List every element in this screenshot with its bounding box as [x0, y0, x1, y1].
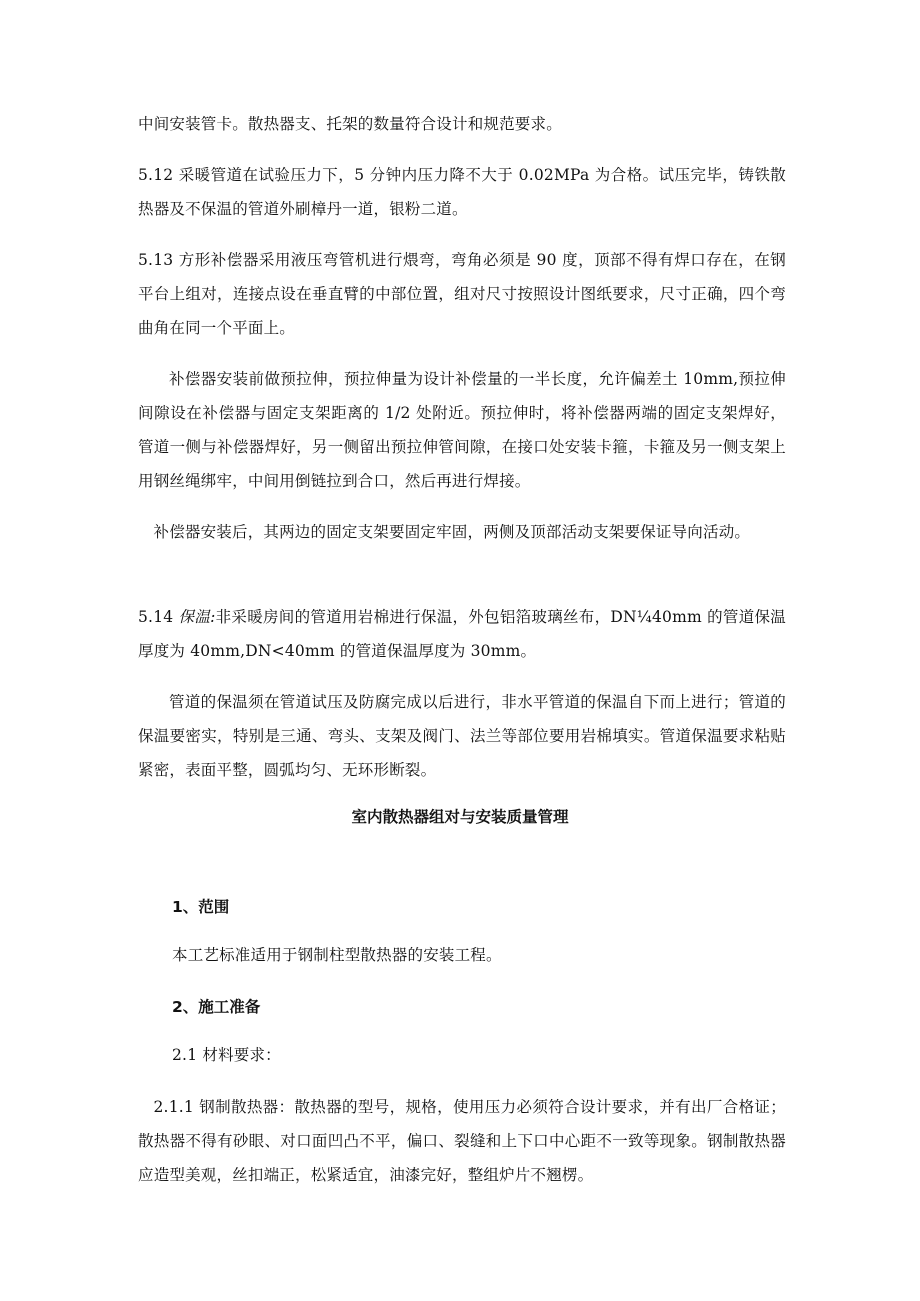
paragraph-prestretch: 补偿器安装前做预拉伸，预拉伸量为设计补偿量的一半长度，允许偏差土 10mm,预拉伸间隙设在补偿器与固定支架距离的 1/2 处附近。预拉伸时，将补偿器两端的固定支架焊好，管道一侧与补偿器焊好，另一侧留出预拉伸管间隙，在接口处安装卡箍，卡箍及另一侧支架上用钢丝绳绑牢，中间用倒链拉到合口，然后再进行焊接。: [138, 370, 786, 490]
paragraph-5-14: [138, 600, 786, 668]
paragraph-insulation: 管道的保温须在管道试压及防腐完成以后进行，非水平管道的保温自下而上进行；管道的保温要密实，特别是三通、弯头、支架及阀门、法兰等部位要用岩棉填实。管道保温要求粘贴紧密，表面平整，圆弧均匀、无环形断裂。: [138, 693, 786, 779]
paragraph-2-1: 2.1 材料要求：: [172, 1046, 281, 1064]
paragraph-scope: 本工艺标准适用于钢制柱型散热器的安装工程。: [172, 946, 502, 964]
section-title: 室内散热器组对与安装质量管理: [351, 808, 569, 826]
paragraph-pipe-clamp: 中间安装管卡。散热器支、托架的数量符合设计和规范要求。: [138, 115, 562, 133]
paragraph-5-12: 5.12 采暖管道在试验压力下，5 分钟内压力降不大于 0.02MPa 为合格。试压完毕，铸铁散热器及不保温的管道外刷樟丹一道，银粉二道。: [138, 166, 786, 218]
paragraph-5-14-emphasis: 保温:: [178, 608, 216, 626]
paragraph-5-14-text: 非采暖房间的管道用岩棉进行保温，外包铝箔玻璃丝布，DN¼40mm 的管道保温厚度为 40mm,DN<40mm 的管道保温厚度为 30mm。: [138, 608, 786, 660]
heading-preparation: 2、施工准备: [172, 998, 261, 1016]
paragraph-5-13: 5.13 方形补偿器采用液压弯管机进行煨弯，弯角必须是 90 度，顶部不得有焊口存在，在钢平台上组对，连接点设在垂直臂的中部位置，组对尺寸按照设计图纸要求，尺寸正确，四个弯曲角在同一个平面上。: [138, 251, 786, 337]
paragraph-5-14-number: 5.14: [138, 608, 179, 626]
heading-scope: 1、范围: [172, 898, 230, 916]
paragraph-after-install: 补偿器安装后，其两边的固定支架要固定牢固，两侧及顶部活动支架要保证导向活动。: [153, 523, 751, 541]
paragraph-2-1-1: 2.1.1 钢制散热器：散热器的型号，规格，使用压力必须符合设计要求，并有出厂合格证；散热器不得有砂眼、对口面凹凸不平，偏口、裂缝和上下口中心距不一致等现象。钢制散热器应造型美观，丝扣端正，松紧适宜，油漆完好，整组炉片不翘楞。: [138, 1098, 786, 1184]
